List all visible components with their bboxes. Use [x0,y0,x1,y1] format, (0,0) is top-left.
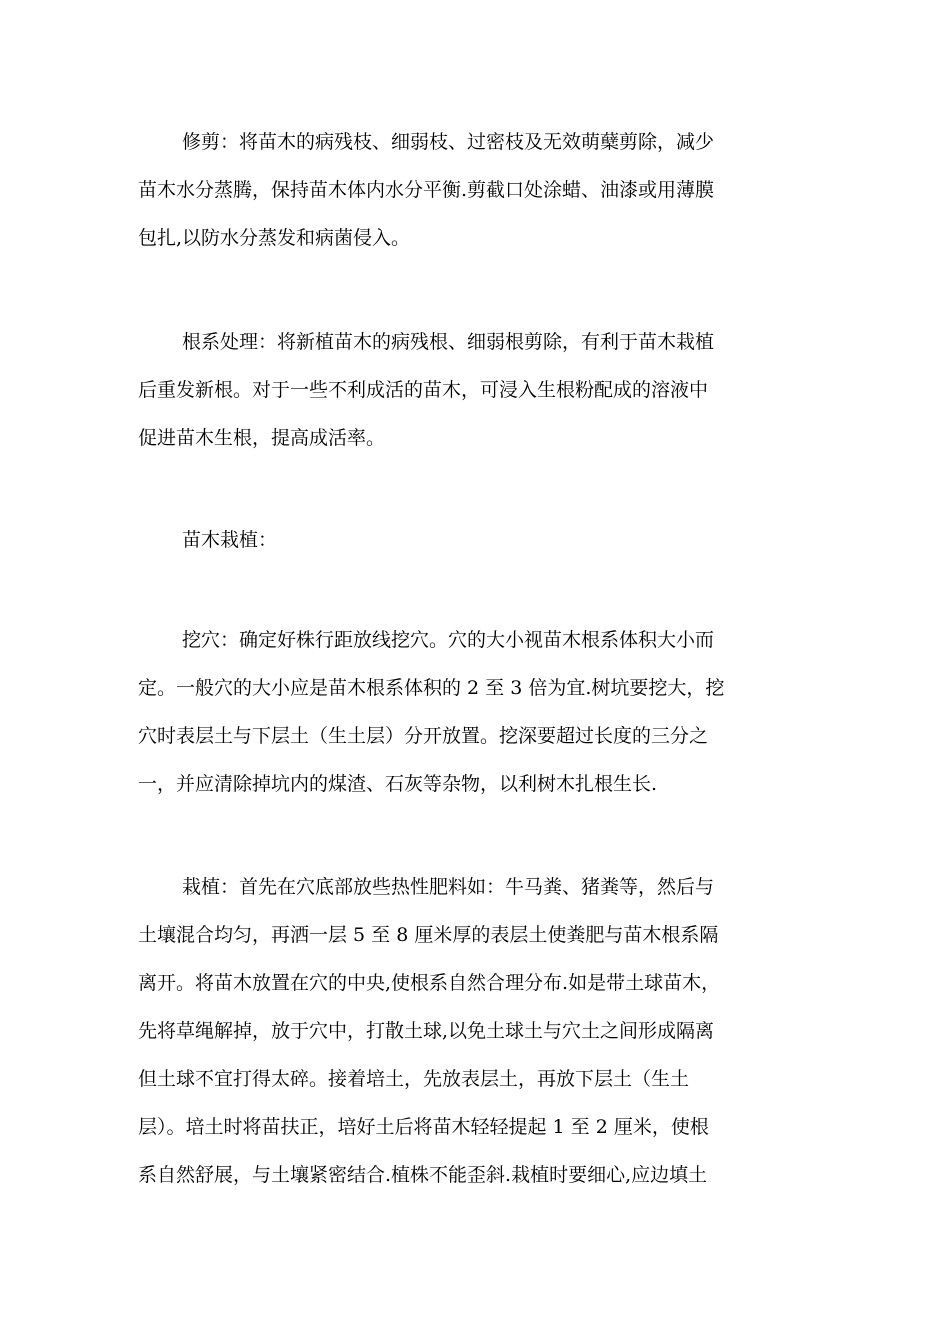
paragraph-digging [138,616,724,808]
paragraph-line: 离开。将苗木放置在穴的中央,使根系自然合理分布.如是带土球苗木， [138,972,721,994]
paragraph-line: 包扎,以防水分蒸发和病菌侵入。 [138,227,411,249]
paragraph-line: 穴时表层土与下层土（生土层）分开放置。挖深要超过长度的三分之 [138,725,709,747]
paragraph-line: 系自然舒展，与土壤紧密结合.植株不能歪斜.栽植时要细心,应边填土 [138,1164,708,1186]
paragraph-line: 定。一般穴的大小应是苗木根系体积的 2 至 3 倍为宜.树坑要挖大，挖 [138,677,725,699]
paragraph-line: 土壤混合均匀，再洒一层 5 至 8 厘米厚的表层土使粪肥与苗木根系隔 [138,924,719,946]
paragraph-line: 后重发新根。对于一些不利成活的苗木，可浸入生根粉配成的溶液中 [138,379,709,401]
paragraph-planting [138,863,720,1199]
paragraph-line: 栽植：首先在穴底部放些热性肥料如：牛马粪、猪粪等，然后与 [182,876,715,898]
paragraph-line: 挖穴：确定好株行距放线挖穴。穴的大小视苗木根系体积大小而 [182,629,715,651]
paragraph-line: 修剪：将苗木的病残枝、细弱枝、过密枝及无效萌蘖剪除，减少 [182,131,715,153]
paragraph-line: 苗木水分蒸腾，保持苗木体内水分平衡.剪截口处涂蜡、油漆或用薄膜 [138,179,715,201]
paragraph-root-treatment [138,318,714,462]
section-heading-planting [138,516,277,564]
paragraph-line: 一，并应清除掉坑内的煤渣、石灰等杂物，以利树木扎根生长. [138,773,658,795]
paragraph-line: 苗木栽植： [182,529,278,551]
paragraph-line: 先将草绳解掉，放于穴中，打散土球,以免土球土与穴土之间形成隔离 [138,1020,715,1042]
paragraph-line: 层）。培土时将苗扶正，培好土后将苗木轻轻提起 1 至 2 厘米，使根 [138,1116,709,1138]
paragraph-line: 根系处理：将新植苗木的病残根、细弱根剪除，有利于苗木栽植 [182,331,715,353]
paragraph-line: 但土球不宜打得太碎。接着培土，先放表层土，再放下层土（生土 [138,1068,690,1090]
paragraph-pruning [138,118,714,262]
paragraph-line: 促进苗木生根，提高成活率。 [138,427,386,449]
